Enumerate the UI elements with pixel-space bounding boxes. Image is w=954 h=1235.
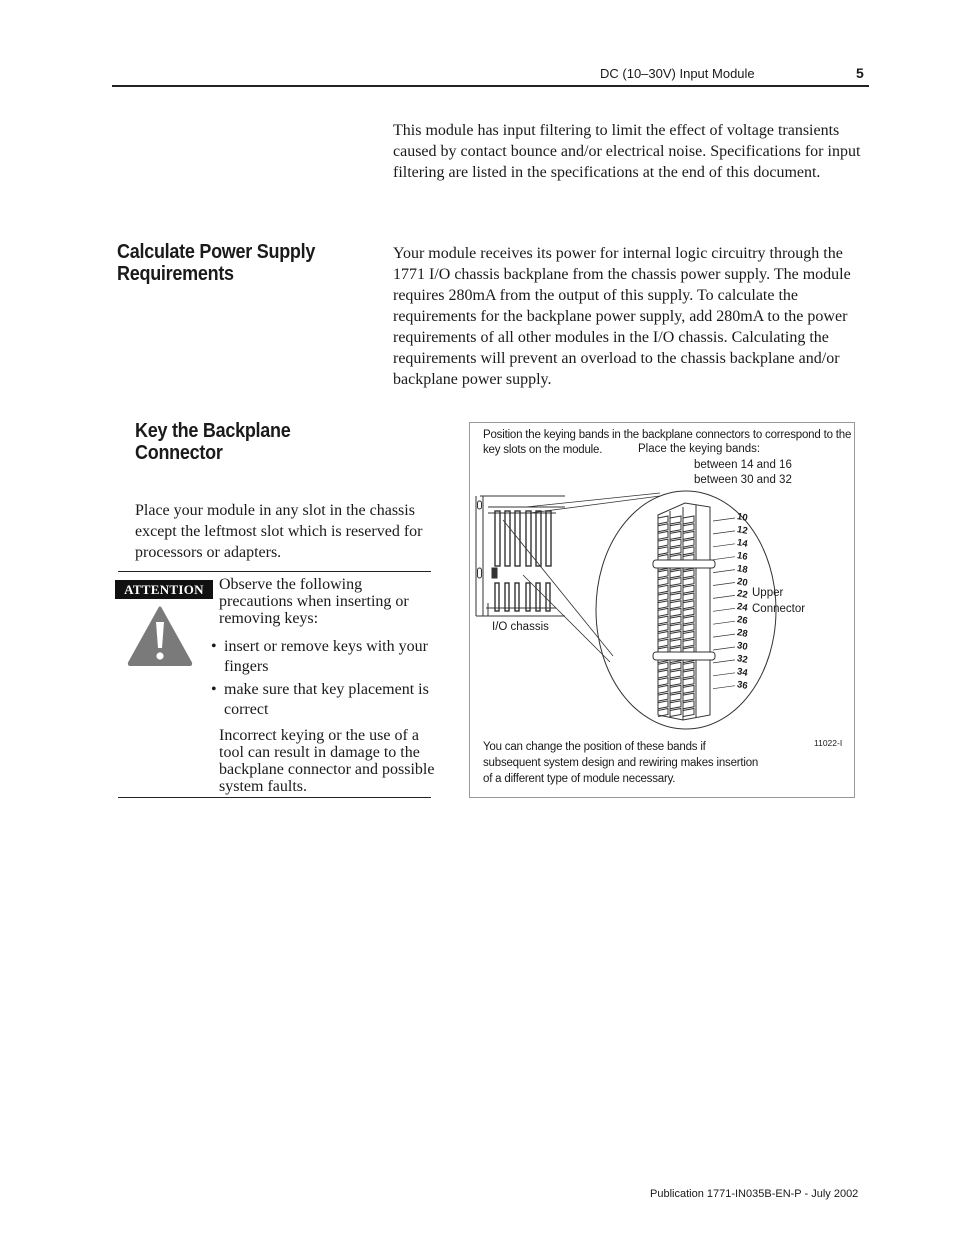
pin-number: 14 xyxy=(736,536,749,550)
power-section-heading: Calculate Power Supply Requirements xyxy=(117,241,316,285)
connector-tooth xyxy=(670,693,681,701)
pin-leader xyxy=(713,621,735,624)
pin-number: 24 xyxy=(736,601,749,615)
connector-tooth xyxy=(683,670,694,678)
connector-tooth xyxy=(683,547,694,555)
connector-tooth xyxy=(683,685,694,693)
connector-tooth xyxy=(683,639,694,647)
figure-footnote: You can change the position of these bands if subsequent system design and rewiring makes insertion of a different type of module necessary. xyxy=(483,741,759,785)
upper-connector-drawing xyxy=(653,503,715,720)
pin-leader xyxy=(713,608,735,611)
connector-tooth xyxy=(683,632,694,640)
pin-leader xyxy=(713,531,735,534)
pin-leader xyxy=(713,518,735,521)
attention-label: ATTENTION xyxy=(115,580,213,599)
figure-caption: Position the keying bands in the backplane connectors to correspond to the key slots on the module. xyxy=(483,429,852,456)
connector-tooth xyxy=(658,701,668,709)
header-title: DC (10–30V) Input Module xyxy=(600,66,755,81)
attention-top-rule xyxy=(118,571,431,572)
connector-tooth xyxy=(658,678,668,686)
key-section-heading: Key the Backplane Connector xyxy=(135,420,291,464)
connector-tooth xyxy=(670,524,681,532)
connector-tooth xyxy=(670,709,681,717)
connector-tooth xyxy=(670,632,681,640)
connector-tooth xyxy=(683,524,694,532)
connector-tooth xyxy=(658,670,668,678)
connector-tooth xyxy=(670,701,681,709)
connector-tooth xyxy=(658,632,668,640)
connector-tooth xyxy=(670,685,681,693)
connector-tooth xyxy=(670,578,681,586)
keying-band-2: between 30 and 32 xyxy=(694,474,792,486)
pin-leader xyxy=(713,660,735,663)
io-chassis-drawing xyxy=(476,496,565,616)
pin-number: 18 xyxy=(736,562,749,576)
connector-tooth xyxy=(658,539,668,547)
connector-tooth xyxy=(658,547,668,555)
pin-number: 26 xyxy=(736,614,749,628)
connector-tooth xyxy=(658,516,668,524)
connector-tooth xyxy=(683,662,694,670)
connector-tooth xyxy=(683,693,694,701)
pin-number: 32 xyxy=(736,653,749,666)
keying-band-1: between 14 and 16 xyxy=(694,459,792,471)
connector-tooth xyxy=(670,616,681,624)
connector-tooth xyxy=(683,608,694,616)
attention-note: Incorrect keying or the use of a tool can result in damage to the backplane connector and possible system faults. xyxy=(219,727,435,795)
connector-tooth xyxy=(683,701,694,709)
connector-tooth xyxy=(658,524,668,532)
pin-number: 20 xyxy=(736,575,749,589)
connector-tooth xyxy=(683,585,694,593)
connector-tooth xyxy=(670,539,681,547)
page-number: 5 xyxy=(856,65,864,81)
connector-tooth xyxy=(683,616,694,624)
pin-number: 22 xyxy=(736,588,749,602)
publication-footer: Publication 1771-IN035B-EN-P - July 2002 xyxy=(650,1188,859,1200)
connector-tooth xyxy=(670,678,681,686)
connector-tooth xyxy=(658,578,668,586)
pin-leader xyxy=(713,544,735,547)
connector-tooth xyxy=(683,601,694,609)
pin-leader xyxy=(713,647,735,650)
connector-tooth xyxy=(658,585,668,593)
connector-tooth xyxy=(658,601,668,609)
pin-leader xyxy=(713,595,735,598)
connector-tooth xyxy=(683,578,694,586)
connector-tooth xyxy=(658,531,668,539)
connector-tooth xyxy=(670,531,681,539)
connector-tooth xyxy=(670,662,681,670)
attention-bullet-1: insert or remove keys with your fingers xyxy=(224,638,428,675)
pin-leader xyxy=(713,583,735,586)
bullet-icon: • xyxy=(211,638,217,655)
connector-tooth xyxy=(670,670,681,678)
connector-tooth xyxy=(670,601,681,609)
connector-tooth xyxy=(658,639,668,647)
connector-tooth xyxy=(670,570,681,578)
connector-tooth xyxy=(658,593,668,601)
connector-tooth xyxy=(658,662,668,670)
header-rule xyxy=(112,85,869,87)
pin-number: 28 xyxy=(736,627,749,640)
connector-tooth xyxy=(683,709,694,717)
pin-leader xyxy=(713,634,735,637)
connector-tooth xyxy=(683,678,694,686)
pin-number: 36 xyxy=(736,678,749,692)
warning-triangle-icon xyxy=(126,604,194,666)
pin-number: 16 xyxy=(736,549,749,563)
filter-paragraph: This module has input filtering to limit the effect of voltage transients caused by contact bounce and/or electrical noise. Specifications for input filtering are listed in the specifications at the end of this document. xyxy=(393,122,861,181)
connector-tooth xyxy=(683,593,694,601)
pin-leader xyxy=(713,557,735,560)
io-chassis-label: I/O chassis xyxy=(492,621,549,633)
upper-connector-label: Upper Connector xyxy=(752,587,806,615)
connector-tooth xyxy=(670,608,681,616)
connector-tooth xyxy=(683,516,694,524)
connector-tooth xyxy=(670,547,681,555)
connector-tooth xyxy=(658,608,668,616)
connector-tooth xyxy=(683,624,694,632)
pin-leader xyxy=(713,673,735,676)
connector-tooth xyxy=(683,539,694,547)
bullet-icon: • xyxy=(211,681,217,698)
pin-leader xyxy=(713,570,735,573)
connector-tooth xyxy=(670,516,681,524)
attention-bullet-2: make sure that key placement is correct xyxy=(224,681,429,718)
connector-tooth xyxy=(670,639,681,647)
figure-number: 11022-I xyxy=(814,738,843,748)
connector-tooth xyxy=(670,585,681,593)
connector-tooth xyxy=(658,624,668,632)
power-section-body: Your module receives its power for internal logic circuitry through the 1771 I/O chassis backplane from the chassis power supply. The module requires 280mA from the output of this supply. To calculate the requirements for the backplane power supply, add 280mA to the power requirements of all other modules in the I/O chassis. Calculating the requirements will prevent an overload to the chassis backplane and/or backplane power supply. xyxy=(393,245,851,388)
connector-tooth xyxy=(658,570,668,578)
figure-instruction: Place the keying bands: xyxy=(638,443,761,455)
connector-tooth xyxy=(658,693,668,701)
connector-tooth xyxy=(658,616,668,624)
connector-tooth xyxy=(670,624,681,632)
connector-tooth xyxy=(683,531,694,539)
attention-intro: Observe the following precautions when inserting or removing keys: xyxy=(219,576,409,627)
connector-tooth xyxy=(683,570,694,578)
key-section-body: Place your module in any slot in the chassis except the leftmost slot which is reserved for processors or adapters. xyxy=(135,502,423,561)
pin-number: 10 xyxy=(736,511,749,524)
connector-tooth xyxy=(670,593,681,601)
pin-number: 12 xyxy=(736,524,749,537)
pin-number: 34 xyxy=(736,665,749,679)
attention-bottom-rule xyxy=(118,797,431,798)
pin-leader xyxy=(713,686,735,689)
pin-number: 30 xyxy=(736,640,749,653)
connector-tooth xyxy=(658,685,668,693)
